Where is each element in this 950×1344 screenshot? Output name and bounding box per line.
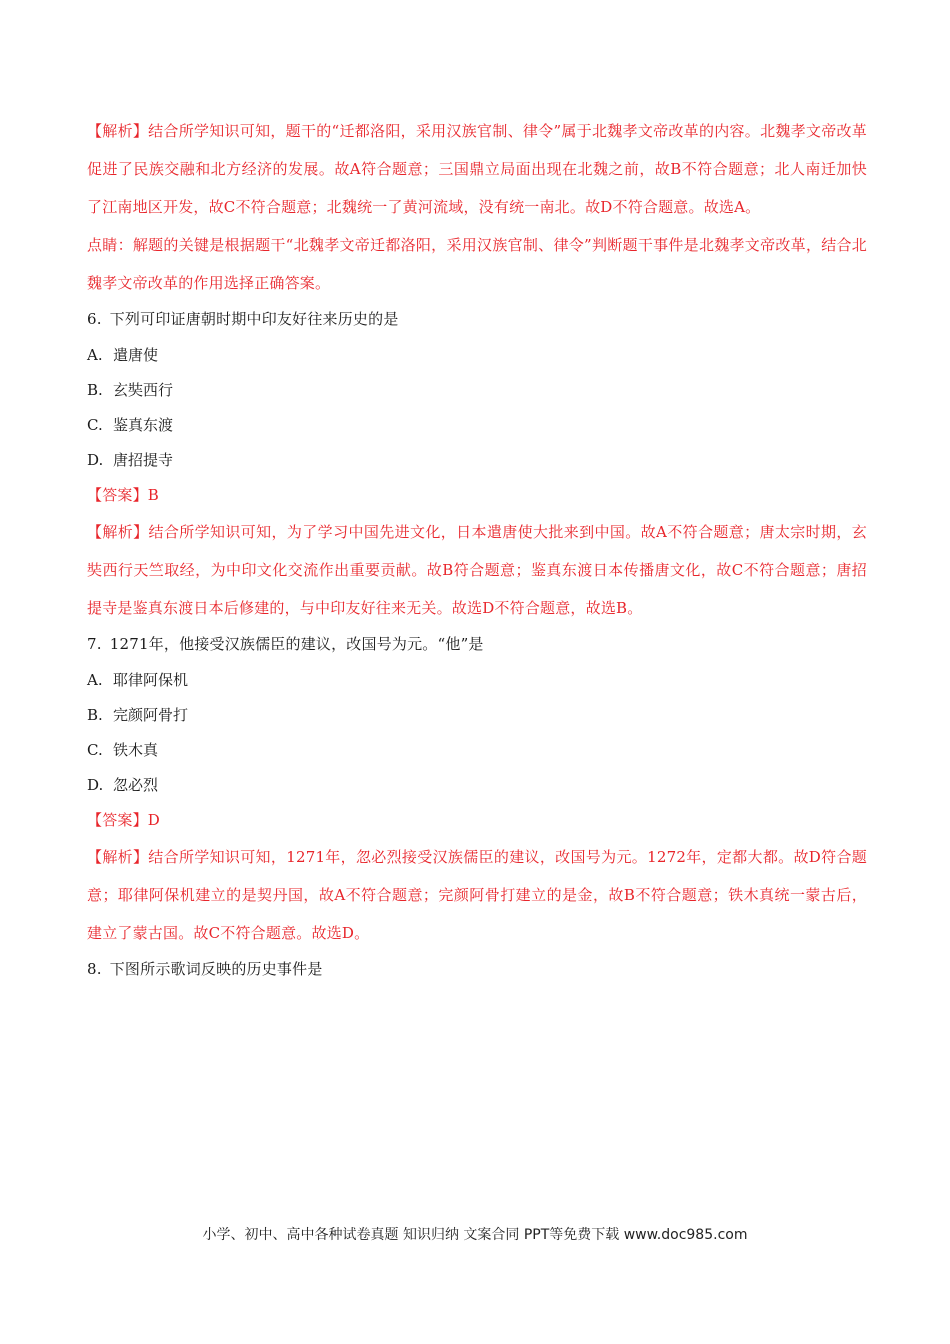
option-letter: C. xyxy=(87,415,103,434)
option-text: 耶律阿保机 xyxy=(113,670,189,689)
option-6b xyxy=(87,373,867,408)
question-stem: 下图所示歌词反映的历史事件是 xyxy=(109,960,323,978)
analysis-q5: 【解析】结合所学知识可知，题干的“迁都洛阳，采用汉族官制、律令”属于北魏孝文帝改革的内容。北魏孝文帝改革促进了民族交融和北方经济的发展。故A符合题意；三国鼎立局面出现在北魏之前，故B不符合题意；北人南迁加快了江南地区开发，故C不符合题意；北魏统一了黄河流域，没有统一南北。故D不符合题意。故选A。 xyxy=(87,122,867,216)
option-letter: B. xyxy=(87,705,103,724)
option-letter: B. xyxy=(87,380,103,399)
option-text: 遣唐使 xyxy=(113,345,159,364)
page-footer: 小学、初中、高中各种试卷真题 知识归纳 文案合同 PPT等免费下载 www.doc985.com xyxy=(202,1227,748,1243)
analysis-q6: 【解析】结合所学知识可知，为了学习中国先进文化，日本遣唐使大批来到中国。故A不符合题意；唐太宗时期，玄奘西行天竺取经，为中印文化交流作出重要贡献。故B符合题意；鉴真东渡日本传播唐文化，故C不符合题意；唐招提寺是鉴真东渡日本后修建的，与中印友好往来无关。故选D不符合题意，故选B。 xyxy=(87,523,867,617)
option-text: 唐招提寺 xyxy=(113,450,174,469)
question-number: 7. xyxy=(87,635,102,653)
option-letter: D. xyxy=(87,775,104,794)
option-text: 完颜阿骨打 xyxy=(113,705,189,724)
option-6d xyxy=(87,443,867,478)
option-text: 玄奘西行 xyxy=(113,380,174,399)
answer-q7: 【答案】D xyxy=(87,810,161,829)
document-content xyxy=(87,112,867,988)
option-text: 忽必烈 xyxy=(113,775,159,794)
option-7b xyxy=(87,698,867,733)
question-number: 8. xyxy=(87,960,102,978)
hint-q5: 点睛：解题的关键是根据题干“北魏孝文帝迁都洛阳，采用汉族官制、律令”判断题干事件是北魏孝文帝改革，结合北魏孝文帝改革的作用选择正确答案。 xyxy=(87,236,867,292)
question-number: 6. xyxy=(87,310,102,328)
question-6 xyxy=(87,302,867,338)
option-text: 铁木真 xyxy=(113,740,159,759)
analysis-q7: 【解析】结合所学知识可知，1271年，忽必烈接受汉族儒臣的建议，改国号为元。1272年，定都大都。故D符合题意；耶律阿保机建立的是契丹国，故A不符合题意；完颜阿骨打建立的是金，故B不符合题意；铁木真统一蒙古后，建立了蒙古国。故C不符合题意。故选D。 xyxy=(87,848,867,942)
option-letter: A. xyxy=(87,670,103,689)
option-letter: C. xyxy=(87,740,103,759)
option-letter: D. xyxy=(87,450,104,469)
question-stem: 下列可印证唐朝时期中印友好往来历史的是 xyxy=(109,310,399,328)
option-6a xyxy=(87,338,867,373)
option-7d xyxy=(87,768,867,803)
option-7a xyxy=(87,663,867,698)
answer-q6: 【答案】B xyxy=(87,485,160,504)
option-letter: A. xyxy=(87,345,103,364)
option-6c xyxy=(87,408,867,443)
option-text: 鉴真东渡 xyxy=(113,415,174,434)
option-7c xyxy=(87,733,867,768)
question-8 xyxy=(87,952,867,988)
question-7 xyxy=(87,627,867,663)
question-stem: 1271年，他接受汉族儒臣的建议，改国号为元。“他”是 xyxy=(109,635,484,653)
